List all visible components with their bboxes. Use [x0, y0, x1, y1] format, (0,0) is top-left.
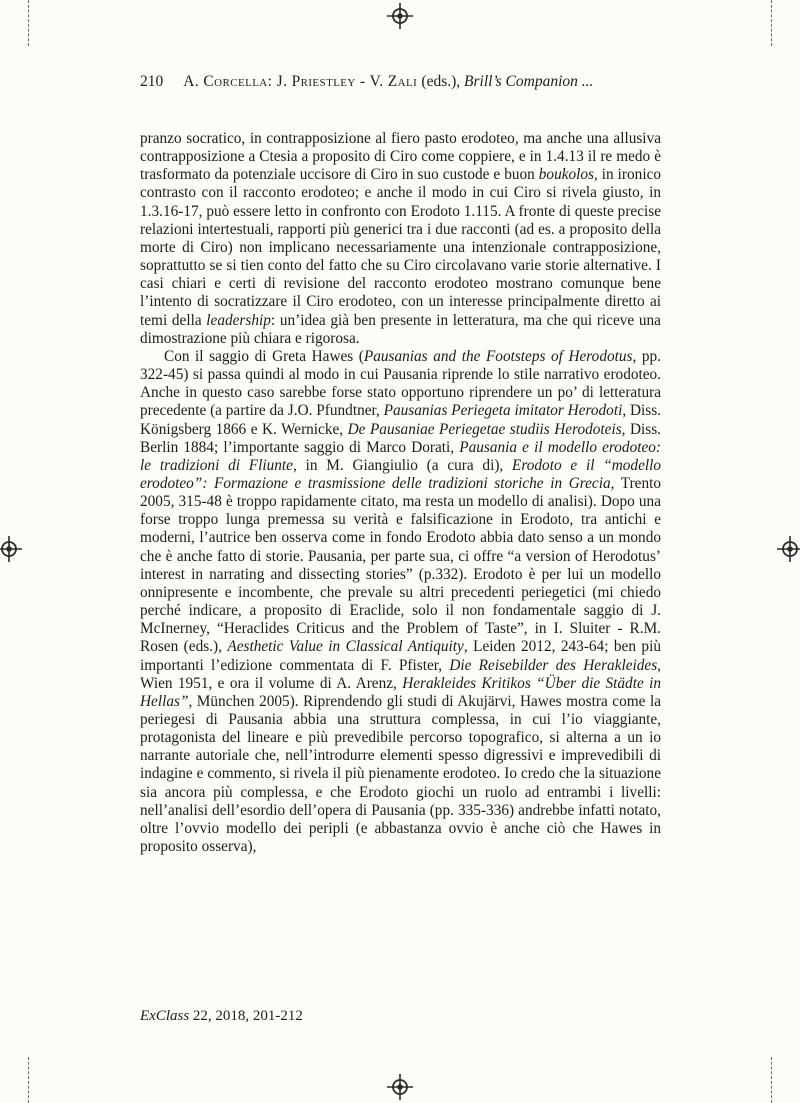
text-segment: , Diss. Berlin 1884; l’importante saggio di Marco Dorati, — [140, 420, 662, 456]
text-segment: Brill’s Companion ... — [464, 73, 594, 90]
text-segment: boukolos — [538, 166, 595, 184]
text-segment: Pausanias and the Footsteps of Herodotus — [363, 347, 633, 365]
crop-mark-bottom-right — [771, 1057, 772, 1103]
text-segment: : un’idea già ben presente in letteratura, ma che qui riceve una dimostrazione più chiara e rigorosa. — [140, 311, 661, 347]
crop-mark-top-right — [771, 0, 772, 46]
text-segment: Herakleides Kritikos “Über die Städte in Hellas” — [140, 674, 662, 710]
page-header — [140, 71, 661, 92]
running-title — [183, 73, 593, 90]
text-segment: leadership — [206, 311, 271, 329]
paragraph — [140, 130, 661, 348]
crop-mark-bottom-left — [28, 1057, 29, 1103]
page-footer — [140, 1006, 303, 1026]
registration-mark-icon — [387, 3, 413, 29]
text-segment: Pausania e il modello erodoteo: le tradizioni di Fliunte — [140, 438, 661, 474]
text-segment: Pausanias Periegeta imitator Herodoti — [383, 402, 623, 420]
text-segment: , Diss. Königsberg 1866 e K. Wernicke, — [140, 402, 662, 438]
text-segment: , Trento 2005, 315-48 è troppo rapidamente citato, ma resta un modello di analisi). Dopo una forse troppo lunga premessa su verità e falsificazione in Erodoto, tra antichi e moderni, l’autrice ben osserva come in fondo Erodoto abbia dato senso a un mondo che è anche fatto di storie. Pausania, per parte sua, ci offre “a version of Herodotus’ interest in narrating and dissecting stories” (p.332). Erodoto è per lui un modello onnipresente e incombente, che prevale su altri precedenti periegetici (mi chiedo perché indicare, a proposito di Eraclide, solo il non fondamentale saggio di J. McInerney, “Heraclides Criticus and the Problem of Taste”, in I. Sluiter - R.M. Rosen (eds.), — [140, 474, 661, 656]
paragraph — [140, 348, 661, 856]
text-segment: , Wien 1951, e ora il volume di A. Arenz, — [140, 656, 661, 692]
text-segment: , Leiden 2012, 243-64; ben più importanti l’edizione commentata di F. Pfister, — [140, 638, 661, 674]
crop-mark-top-left — [28, 0, 29, 46]
text-segment: , pp. 322-45) si passa quindi al modo in cui Pausania riprende lo stile narrativo erodoteo. Anche in questo caso sarebbe forse stato opportuno riprendere un po’ di letteratura precedente (a partire da J.O. Pfundtner, — [140, 347, 661, 420]
registration-mark-icon — [387, 1074, 413, 1100]
text-segment: pranzo socratico, in contrapposizione al fiero pasto erodoteo, ma anche una allusiva contrapposizione a Ctesia a proposito di Ciro come coppiere, e in 1.4.13 il re medo è trasformato da potenziale uccisore di Ciro in suo custode e buon — [140, 130, 661, 184]
text-segment: ExClass — [140, 1008, 190, 1024]
text-segment: Aesthetic Value in Classical Antiquity — [227, 638, 464, 656]
page-number: 210 — [140, 73, 164, 90]
text-segment: Con il saggio di Greta Hawes ( — [164, 347, 364, 365]
text-segment: , München 2005). Riprendendo gli studi di Akujärvi, Hawes mostra come la periegesi di Pausania abbia una struttura complessa, in cui l’io viaggiante, protagonista del lineare e più prevedibile percorso topografico, si alterna a un io narrante autoriale che, nell’introdurre elementi spesso digressivi e imprevedibili di indagine e commento, si rivela il più pienamente erodoteo. Io credo che la situazione sia ancora più complessa, e che Erodoto giochi un ruolo ad entrambi i livelli: nell’analisi dell’esordio dell’opera di Pausania (pp. 335-336) andrebbe infatti notato, oltre l’ovvio modello dei peripli (e abbastanza ovvio è anche ciò che Hawes in proposito osserva), — [140, 692, 661, 856]
registration-mark-icon — [0, 536, 22, 562]
text-segment: A. Corcella: J. Priestley - V. Zali — [183, 73, 422, 90]
text-segment: (eds.), — [421, 73, 465, 90]
text-segment: , in ironico contrasto con il racconto erodoteo; e anche il modo in cui Ciro si rivela giusto, in 1.3.16-17, può essere letto in confronto con Erodoto 1.115. A fronte di queste precise relazioni intertestuali, rapporti più generici tra i due racconti (ad es. a proposito della morte di Ciro) non implicano necessariamente una intenzionale contrapposizione, soprattutto se si tien conto del fatto che su Ciro circolavano varie storie alternative. I casi chiari e certi di revisione del racconto erodoteo mostrano comunque bene l’intento di socratizzare il Ciro erodoteo, con un interesse principalmente diretto ai temi della — [140, 166, 662, 329]
text-segment: , in M. Giangiulio (a cura di), — [292, 456, 513, 474]
text-segment: Die Reisebilder des Herakleides — [449, 656, 658, 674]
text-segment: 22, 2018, 201-212 — [189, 1008, 303, 1024]
text-segment: Erodoto e il “modello erodoteo”: Formazione e trasmissione delle tradizioni storiche in Grecia — [140, 456, 662, 492]
body-text — [140, 130, 661, 856]
registration-mark-icon — [777, 536, 800, 562]
text-segment: De Pausaniae Periegetae studiis Herodoteis — [347, 420, 622, 438]
